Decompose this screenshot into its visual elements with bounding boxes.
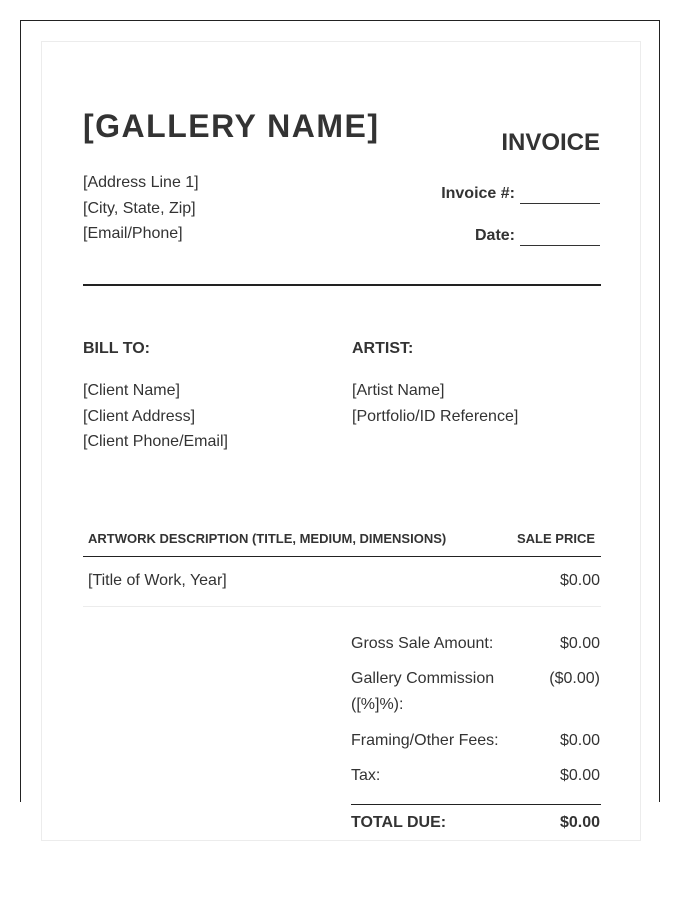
bill-to-label: BILL TO: [83,340,150,357]
artwork-description: [Title of Work, Year] [88,572,227,589]
date-blank [520,230,600,246]
total-divider [351,804,601,805]
address-line: [Address Line 1] [83,174,199,191]
invoice-sheet [41,41,641,841]
total-due-label: TOTAL DUE: [351,814,447,831]
table-row-divider [83,606,601,607]
artist-name: [Artist Name] [352,382,445,399]
client-contact: [Client Phone/Email] [83,433,228,450]
invoice-number-label: Invoice #: [441,185,515,202]
artwork-price: $0.00 [559,572,600,589]
column-header-description: ARTWORK DESCRIPTION (TITLE, MEDIUM, DIMENSIONS) [88,531,447,546]
artist-portfolio: [Portfolio/ID Reference] [352,408,519,425]
client-name: [Client Name] [83,382,180,399]
invoice-title: INVOICE [501,129,600,156]
table-header-divider [83,556,601,557]
gross-sale-label: Gross Sale Amount: [351,635,494,652]
fees-value: $0.00 [559,732,600,749]
date-row [475,226,600,246]
document-frame [20,20,660,831]
fees-label: Framing/Other Fees: [351,732,499,749]
invoice-number-blank [520,188,600,204]
commission-label: Gallery Commission ([%]%): [351,670,495,713]
commission-value: ($0.00) [549,670,600,687]
gross-sale-value: $0.00 [559,635,600,652]
gallery-name: [GALLERY NAME] [83,108,380,144]
city-state-zip-line: [City, State, Zip] [83,200,196,217]
client-address: [Client Address] [83,408,196,425]
column-header-sale-price: SALE PRICE [516,531,595,546]
invoice-number-row [441,184,600,204]
date-label: Date: [474,227,515,244]
tax-label: Tax: [351,767,381,784]
total-due-value: $0.00 [559,814,600,831]
artist-label: ARTIST: [352,340,414,357]
header-divider [83,284,601,286]
email-phone-line: [Email/Phone] [83,225,183,242]
tax-value: $0.00 [559,767,600,784]
